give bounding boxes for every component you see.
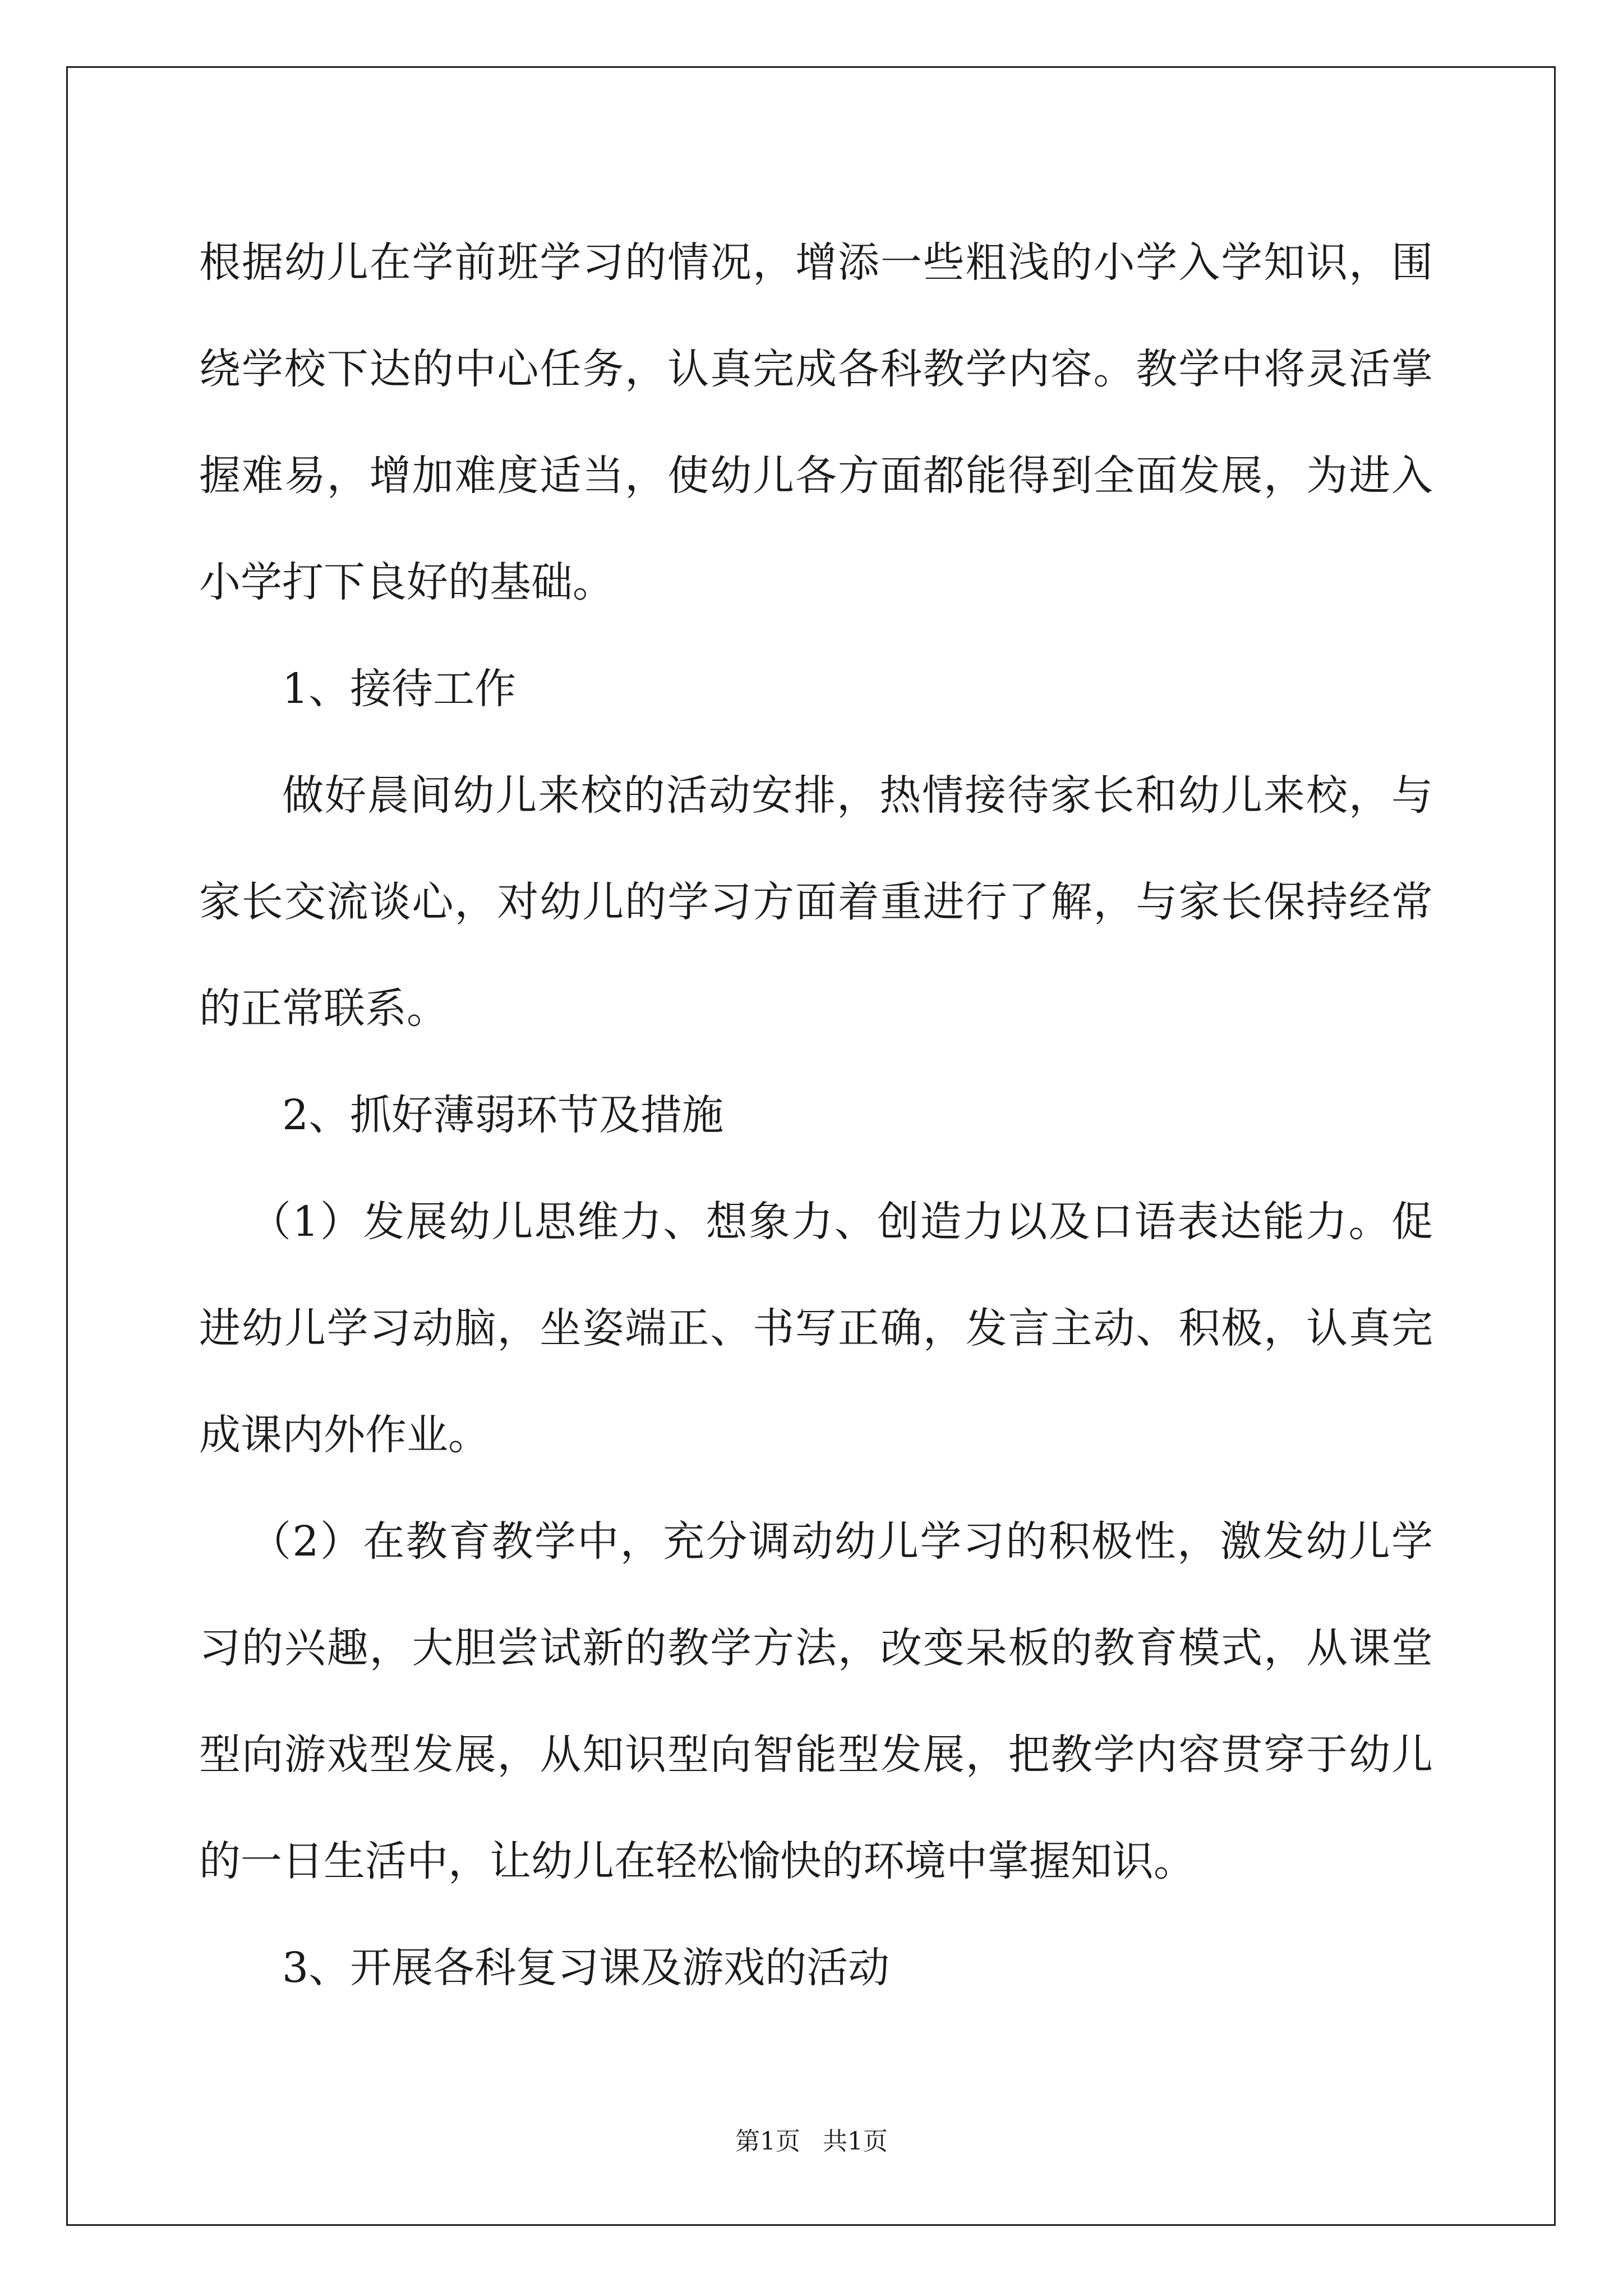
heading-review-activities: 3、开展各科复习课及游戏的活动	[282, 1944, 890, 1992]
page-footer	[0, 2125, 1623, 2159]
paragraph-reception: 做好晨间幼儿来校的活动安排，热情接待家长和幼儿来校，与家长交流谈心，对幼儿的学习方面着重进行了解，与家长保持经常的正常联系。	[199, 771, 1433, 1033]
paragraph-item-1: （1）发展幼儿思维力、想象力、创造力以及口语表达能力。促进幼儿学习动脑，坐姿端正、书写正确，发言主动、积极，认真完成课内外作业。	[199, 1198, 1433, 1459]
page-number: 第1页	[735, 2127, 800, 2156]
paragraph-item-2: （2）在教育教学中，充分调动幼儿学习的积极性，激发幼儿学习的兴趣，大胆尝试新的教学方法，改变呆板的教育模式，从课堂型向游戏型发展，从知识型向智能型发展，把教学内容贯穿于幼儿的一日生活中，让幼儿在轻松愉快的环境中掌握知识。	[199, 1517, 1433, 1885]
page-total: 共1页	[823, 2127, 888, 2156]
heading-reception-work: 1、接待工作	[282, 665, 517, 713]
paragraph-intro: 根据幼儿在学前班学习的情况，增添一些粗浅的小学入学知识，围绕学校下达的中心任务，认真完成各科教学内容。教学中将灵活掌握难易，增加难度适当，使幼儿各方面都能得到全面发展，为进入小学打下良好的基础。	[199, 238, 1433, 606]
heading-weak-links: 2、抓好薄弱环节及措施	[282, 1091, 724, 1139]
document-body	[199, 209, 1433, 2021]
